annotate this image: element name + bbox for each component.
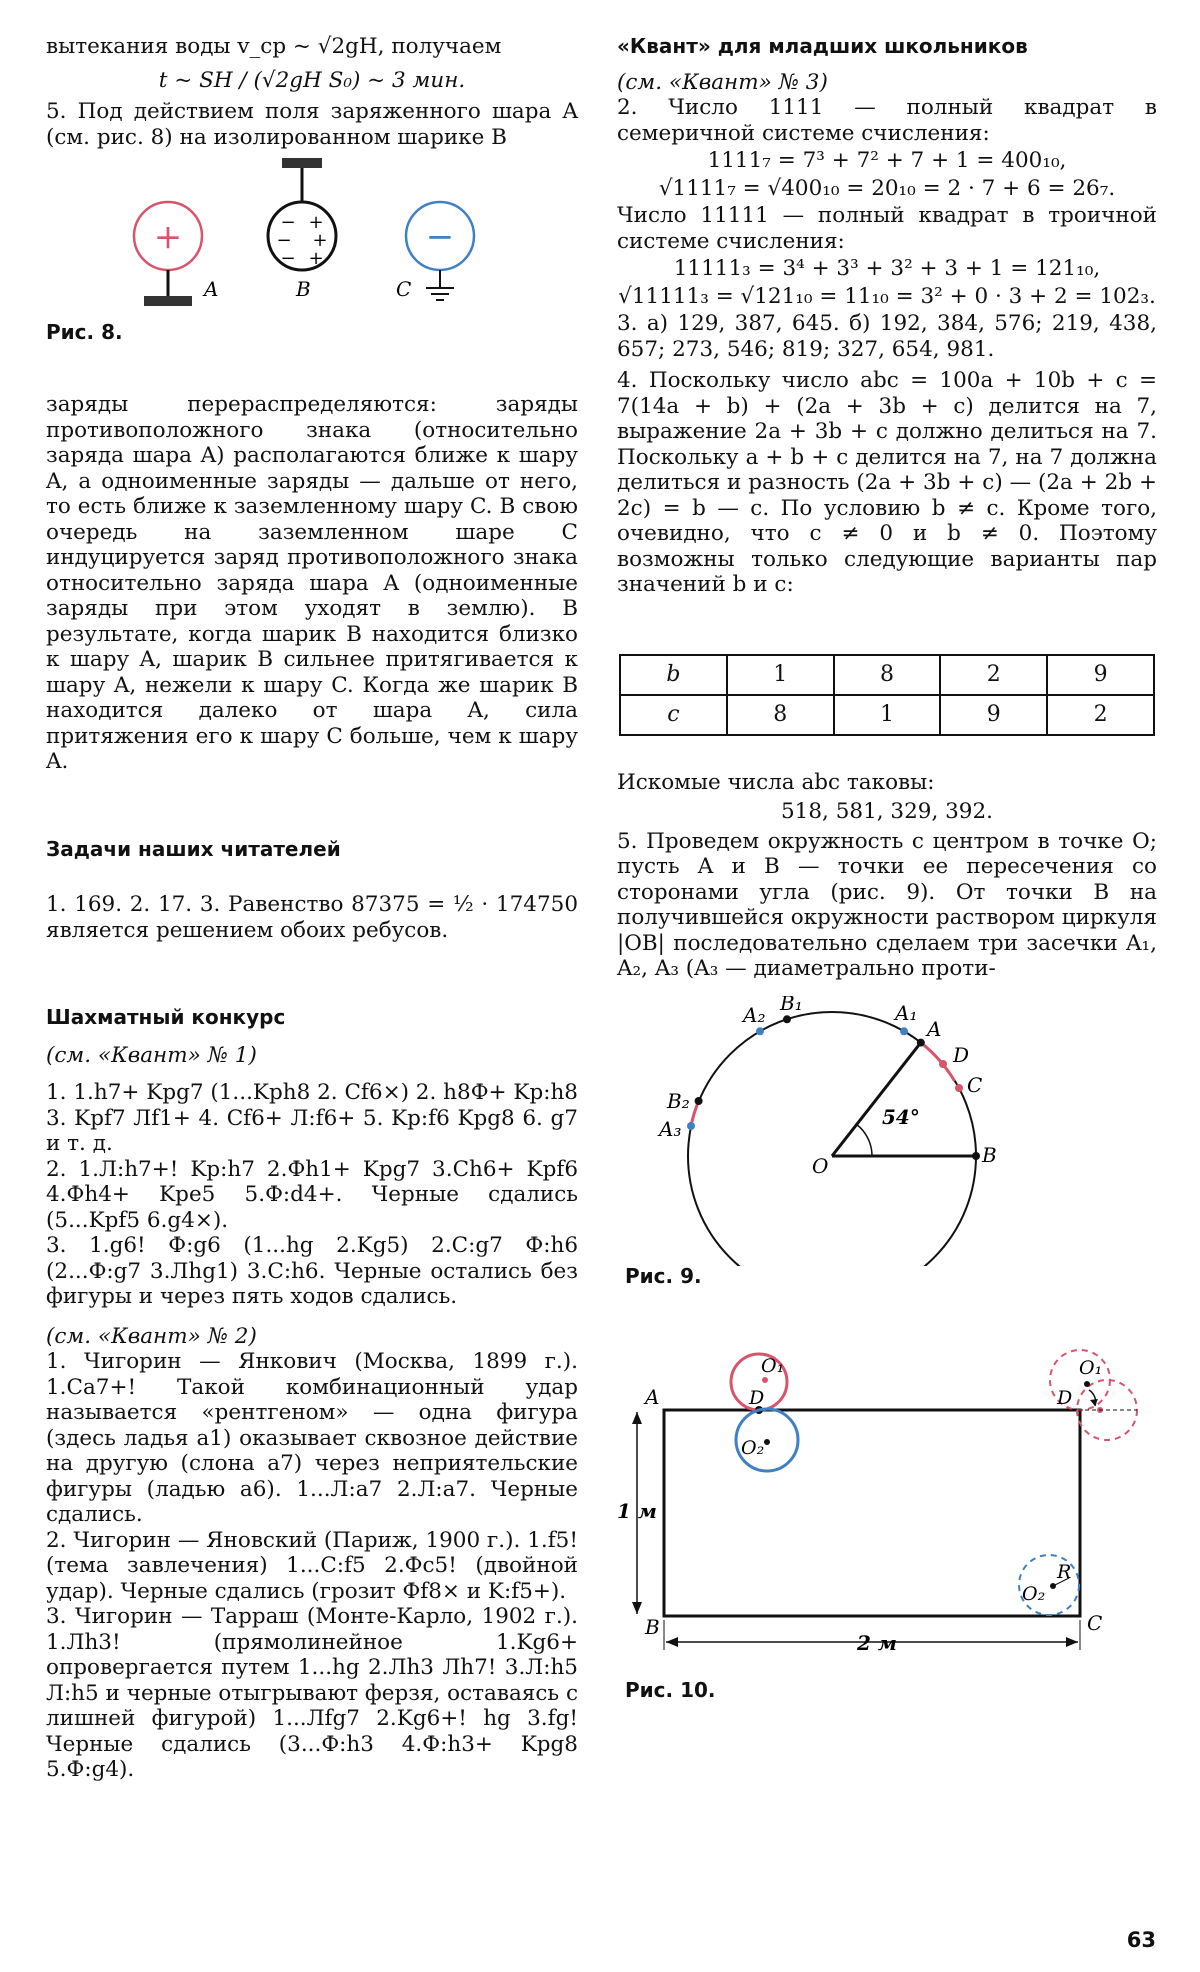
label-o1-right: O₁ xyxy=(1079,1356,1103,1379)
label-a: A xyxy=(927,1016,942,1041)
equation-1: 1111₇ = 7³ + 7² + 7 + 1 = 400₁₀, xyxy=(707,148,1067,173)
angle-label: 54° xyxy=(882,1104,920,1129)
table-cell: 1 xyxy=(727,655,834,695)
chess-answer-3: 3. 1.g6! Ф:g6 (1...hg 2.Kg5) 2.C:g7 Ф:h6 (2...Ф:g7 3.Лhg1) 3.C:h6. Черные остались без фигуры и через пять ходов сдались. xyxy=(46,1233,578,1309)
point-a xyxy=(917,1038,925,1046)
table-cell: b xyxy=(620,655,727,695)
table-cell: 2 xyxy=(1047,695,1154,735)
point-b1 xyxy=(783,1015,791,1023)
chess-game-2: 2. Чигорин — Яновский (Париж, 1900 г.). 1.f5! (тема завлечения) 1...C:f5 2.Фc5! (двойной удар). Черные сдались (грозит Фf8× и K:f5+). xyxy=(46,1527,578,1604)
table-row xyxy=(620,655,1154,695)
left-column xyxy=(46,34,578,1783)
label-o2: O₂ xyxy=(741,1436,765,1459)
page-number: 63 xyxy=(1126,1928,1156,1952)
answer-5-right: 5. Проведем окружность с центром в точке O; пусть A и B — точки ее пересечения со сторонами угла (рис. 9). От точки B на получившейся окружности раствором циркуля |OB| последовательно сделаем три засечки A₁, A₂, A₃ (A₃ — диаметрально проти- xyxy=(617,828,1157,981)
heading-kvant-juniors: «Квант» для младших школьников xyxy=(617,34,1028,58)
table-cell: 9 xyxy=(940,695,1047,735)
label-c: C xyxy=(396,277,412,301)
label-a1: A₁ xyxy=(895,1000,918,1025)
figure-8-diagram xyxy=(46,156,578,356)
label-a3: A₃ xyxy=(659,1116,682,1141)
ball-b-minus-2: − xyxy=(276,230,292,251)
bc-values-table xyxy=(619,654,1155,736)
right-column xyxy=(617,34,1157,1720)
answer-4: 4. Поскольку число abc = 100a + 10b + c = 7(14a + b) + (2a + 3b + c) делится на 7, выражение 2a + 3b + c должно делиться на 7. Поскольку a + b + c делится на 7, на 7 должна делиться и разность (2a + 3b + c) — (2a + 2b + 2c) = b — c. По условию b ≠ c. Кроме того, очевидно, что c ≠ 0 и b ≠ 0. Поэтому возможны только следующие варианты пар значений b и c: xyxy=(617,368,1157,597)
answer-5-rest: заряды перераспределяются: заряды противоположного знака (относительно заряда шара A) располагаются ближе к шару A, а одноименные заряды — дальше от него, то есть ближе к заземленному шару C. В свою очередь на заземленном шаре C индуцируется заряд противоположного знака относительно заряда шара A (одноименные заряды при этом уходят в землю). В результате, когда шарик B находится близко к шару A, шарик B сильнее притягивается к шару A, нежели к шару C. Когда же шарик B находится далеко от шара A, сила притяжения его к шару C больше, чем к шару A. xyxy=(46,392,578,774)
insulator-b xyxy=(282,158,322,168)
figure-9-diagram xyxy=(617,996,1157,1266)
ball-b-minus-1: − xyxy=(280,212,296,233)
answer-5-start: 5. Под действием поля заряженного шара A (см. рис. 8) на изолированном шарике B xyxy=(46,99,578,150)
kvant-reference-3: (см. «Квант» № 3) xyxy=(617,69,828,95)
ball-b-plus-3: + xyxy=(308,248,324,269)
table-cell: 2 xyxy=(940,655,1047,695)
ball-a-plus: + xyxy=(153,217,183,257)
arc-red xyxy=(921,1042,955,1080)
ball-b-minus-3: − xyxy=(280,248,296,269)
label-a: A xyxy=(645,1384,660,1409)
readers-answer: 1. 169. 2. 17. 3. Равенство 87375 = ½ · 174750 является решением обоих ребусов. xyxy=(46,892,578,943)
figure-8-caption: Рис. 8. xyxy=(46,320,123,344)
label-o: O xyxy=(812,1153,829,1178)
label-b: B xyxy=(645,1614,660,1639)
rectangle-field xyxy=(664,1410,1080,1616)
heading-chess-contest: Шахматный конкурс xyxy=(46,1005,286,1029)
equation-2: √1111₇ = √400₁₀ = 20₁₀ = 2 · 7 + 6 = 26₇. xyxy=(658,175,1116,201)
table-cell: 8 xyxy=(834,655,941,695)
label-b1: B₁ xyxy=(780,995,803,1015)
label-o1: O₁ xyxy=(761,1354,785,1377)
table-cell: 9 xyxy=(1047,655,1154,695)
point-a2 xyxy=(756,1027,764,1035)
figure-9 xyxy=(617,996,1157,1296)
width-label: 2 м xyxy=(857,1630,897,1655)
table-row xyxy=(620,695,1154,735)
chess-answer-2: 2. 1.Л:h7+! Kp:h7 2.Фh1+ Kpg7 3.Ch6+ Kpf6 4.Фh4+ Kpe5 5.Ф:d4+. Черные сдались (5...Kpf5 6.g4×). xyxy=(46,1156,578,1233)
equation-3: 11111₃ = 3⁴ + 3³ + 3² + 3 + 1 = 121₁₀, xyxy=(673,256,1101,281)
label-d-right: D xyxy=(1057,1386,1073,1409)
point-b2 xyxy=(695,1097,703,1105)
label-d: D xyxy=(953,1042,970,1067)
ground-block-a xyxy=(144,296,192,306)
figure-8 xyxy=(46,156,578,356)
equation-4: √11111₃ = √121₁₀ = 11₁₀ = 3² + 0 · 3 + 2 = 102₃. xyxy=(618,283,1156,309)
point-b xyxy=(972,1152,980,1160)
chess-game-1: 1. Чигорин — Янкович (Москва, 1899 г.). 1.Ca7+! Такой комбинационный удар называется «рентгеном» — одна фигура (здесь ладья a1) оказывает сквозное действие на другую (слона a7) через неприятельские фигуры (ладью a6). 1...Л:a7 2.Л:a7. Черные сдались. xyxy=(46,1349,578,1527)
label-b2: B₂ xyxy=(667,1088,690,1113)
height-label: 1 м xyxy=(617,1498,657,1523)
table-cell: 1 xyxy=(834,695,941,735)
label-a: A xyxy=(204,277,219,301)
angle-arc xyxy=(857,1124,872,1156)
figure-10 xyxy=(617,1340,1157,1720)
figure-10-diagram xyxy=(617,1340,1157,1670)
point-o2 xyxy=(764,1439,770,1445)
chess-game-3: 3. Чигорин — Тарраш (Монте-Карло, 1902 г.). 1.Лh3! (прямолинейное 1.Kg6+ опровергается путем 1...hg 2.Лh3 Лh7! 3.Л:h5 Л:h5 и черные отыгрывают ферзя, оставаясь с лишней фигурой) 1...Лfg7 2.Kg6+! hg 3.fg! Черные сдались (3...Ф:h3 4.Ф:h3+ Kpg8 5.Ф:g4). xyxy=(46,1604,578,1782)
formula-t: t ~ SH / (√2gH S₀) ~ 3 мин. xyxy=(158,67,466,93)
label-r: R xyxy=(1057,1560,1072,1583)
chess-reference-2: (см. «Квант» № 2) xyxy=(46,1323,257,1349)
table-cell: 8 xyxy=(727,695,834,735)
figure-10-caption: Рис. 10. xyxy=(625,1677,716,1702)
result-values: 518, 581, 329, 392. xyxy=(781,799,993,824)
answer-3: 3. а) 129, 387, 645. б) 192, 384, 576; 219, 438, 657; 273, 546; 819; 327, 654, 981. xyxy=(617,311,1157,362)
point-a3 xyxy=(687,1122,695,1130)
point-c xyxy=(955,1084,963,1092)
label-o2-right: O₂ xyxy=(1022,1582,1046,1605)
figure-9-caption: Рис. 9. xyxy=(625,1263,702,1288)
radius-oa xyxy=(832,1042,921,1155)
chess-answer-1: 1. 1.h7+ Kpg7 (1...Kph8 2. Cf6×) 2. h8Ф+ Kp:h8 3. Kpf7 Лf1+ 4. Cf6+ Л:f6+ 5. Kp:f6 Kpg8 6. g7 и т. д. xyxy=(46,1080,578,1156)
point-a1 xyxy=(900,1027,908,1035)
label-d: D xyxy=(749,1386,765,1409)
intro-line: вытекания воды v_ср ~ √2gH, получаем xyxy=(46,34,502,59)
label-c: C xyxy=(967,1072,983,1097)
label-b: B xyxy=(296,277,311,301)
circle-o xyxy=(688,1012,976,1266)
point-d xyxy=(939,1060,947,1068)
table-cell: c xyxy=(620,695,727,735)
point-o1 xyxy=(762,1377,768,1383)
label-b: B xyxy=(982,1142,997,1167)
ball-b-plus-1: + xyxy=(308,212,324,233)
chess-reference-1: (см. «Квант» № 1) xyxy=(46,1042,257,1068)
label-a2: A₂ xyxy=(743,1002,766,1027)
heading-readers-tasks: Задачи наших читателей xyxy=(46,836,341,861)
ball-b-plus-2: + xyxy=(312,230,328,251)
result-intro: Искомые числа abc таковы: xyxy=(617,769,935,795)
label-c: C xyxy=(1087,1610,1103,1635)
answer-2-intro: 2. Число 1111 — полный квадрат в семеричной системе счисления: xyxy=(617,95,1157,146)
answer-2-middle: Число 11111 — полный квадрат в троичной системе счисления: xyxy=(617,203,1157,254)
ball-c-minus: − xyxy=(425,217,455,257)
